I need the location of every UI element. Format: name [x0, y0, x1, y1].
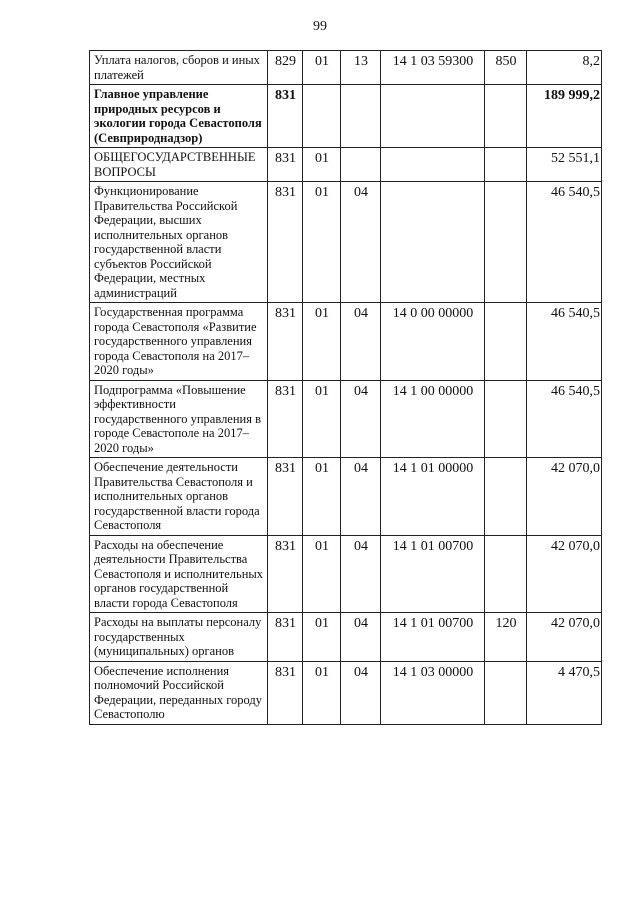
cell-section-code: 01 [303, 303, 341, 381]
cell-name: Главное управление природных ресурсов и экологии города Севастополя (Севприроднадзор) [90, 85, 268, 148]
cell-amount: 189 999,2 [527, 85, 602, 148]
cell-target-article [381, 182, 485, 303]
table-row [90, 148, 602, 182]
table-row [90, 613, 602, 662]
cell-amount: 42 070,0 [527, 458, 602, 536]
cell-target-article: 14 1 01 00700 [381, 613, 485, 662]
cell-department-code: 831 [268, 458, 303, 536]
table-row [90, 661, 602, 724]
cell-department-code: 831 [268, 182, 303, 303]
cell-expense-type [485, 148, 527, 182]
cell-amount: 52 551,1 [527, 148, 602, 182]
cell-section-code: 01 [303, 182, 341, 303]
table-row [90, 182, 602, 303]
cell-name: Подпрограмма «Повышение эффективности государственного управления в городе Севастополе на 2017–2020 годы» [90, 380, 268, 458]
table-row [90, 380, 602, 458]
cell-department-code: 831 [268, 661, 303, 724]
cell-name: Расходы на выплаты персоналу государственных (муниципальных) органов [90, 613, 268, 662]
cell-department-code: 831 [268, 380, 303, 458]
cell-name: Функционирование Правительства Российской Федерации, высших исполнительных органов государственной власти субъектов Российской Федерации, местных администраций [90, 182, 268, 303]
cell-amount: 46 540,5 [527, 182, 602, 303]
cell-amount: 42 070,0 [527, 613, 602, 662]
table-row [90, 51, 602, 85]
cell-name: Государственная программа города Севастополя «Развитие государственного управления города Севастополя на 2017–2020 годы» [90, 303, 268, 381]
cell-expense-type: 850 [485, 51, 527, 85]
cell-name: Обеспечение деятельности Правительства Севастополя и исполнительных органов государственной власти города Севастополя [90, 458, 268, 536]
cell-subsection-code [341, 148, 381, 182]
cell-section-code: 01 [303, 458, 341, 536]
cell-amount: 4 470,5 [527, 661, 602, 724]
cell-section-code: 01 [303, 51, 341, 85]
cell-department-code: 831 [268, 535, 303, 613]
cell-section-code: 01 [303, 148, 341, 182]
budget-table [89, 50, 602, 725]
cell-target-article: 14 1 03 59300 [381, 51, 485, 85]
cell-department-code: 831 [268, 303, 303, 381]
cell-amount: 46 540,5 [527, 380, 602, 458]
cell-amount: 8,2 [527, 51, 602, 85]
cell-section-code: 01 [303, 661, 341, 724]
cell-expense-type [485, 458, 527, 536]
budget-table-body [90, 51, 602, 725]
cell-section-code [303, 85, 341, 148]
cell-target-article: 14 1 00 00000 [381, 380, 485, 458]
cell-expense-type [485, 85, 527, 148]
table-row [90, 535, 602, 613]
cell-expense-type [485, 535, 527, 613]
cell-expense-type [485, 380, 527, 458]
cell-expense-type [485, 661, 527, 724]
cell-department-code: 829 [268, 51, 303, 85]
cell-subsection-code: 13 [341, 51, 381, 85]
page-number: 99 [313, 19, 327, 34]
cell-name: Обеспечение исполнения полномочий Российской Федерации, переданных городу Севастополю [90, 661, 268, 724]
table-row [90, 458, 602, 536]
cell-subsection-code [341, 85, 381, 148]
cell-section-code: 01 [303, 535, 341, 613]
cell-amount: 42 070,0 [527, 535, 602, 613]
cell-target-article: 14 1 01 00700 [381, 535, 485, 613]
cell-target-article: 14 1 03 00000 [381, 661, 485, 724]
cell-subsection-code: 04 [341, 458, 381, 536]
cell-name: ОБЩЕГОСУДАРСТВЕННЫЕ ВОПРОСЫ [90, 148, 268, 182]
cell-section-code: 01 [303, 613, 341, 662]
cell-department-code: 831 [268, 613, 303, 662]
table-row [90, 85, 602, 148]
cell-expense-type: 120 [485, 613, 527, 662]
cell-target-article: 14 1 01 00000 [381, 458, 485, 536]
cell-subsection-code: 04 [341, 303, 381, 381]
cell-target-article [381, 85, 485, 148]
cell-department-code: 831 [268, 85, 303, 148]
cell-name: Расходы на обеспечение деятельности Правительства Севастополя и исполнительных органов государственной власти города Севастополя [90, 535, 268, 613]
table-row [90, 303, 602, 381]
cell-subsection-code: 04 [341, 661, 381, 724]
cell-expense-type [485, 303, 527, 381]
cell-subsection-code: 04 [341, 182, 381, 303]
cell-section-code: 01 [303, 380, 341, 458]
cell-target-article: 14 0 00 00000 [381, 303, 485, 381]
cell-subsection-code: 04 [341, 535, 381, 613]
cell-subsection-code: 04 [341, 613, 381, 662]
cell-department-code: 831 [268, 148, 303, 182]
cell-amount: 46 540,5 [527, 303, 602, 381]
cell-name: Уплата налогов, сборов и иных платежей [90, 51, 268, 85]
cell-subsection-code: 04 [341, 380, 381, 458]
cell-target-article [381, 148, 485, 182]
cell-expense-type [485, 182, 527, 303]
